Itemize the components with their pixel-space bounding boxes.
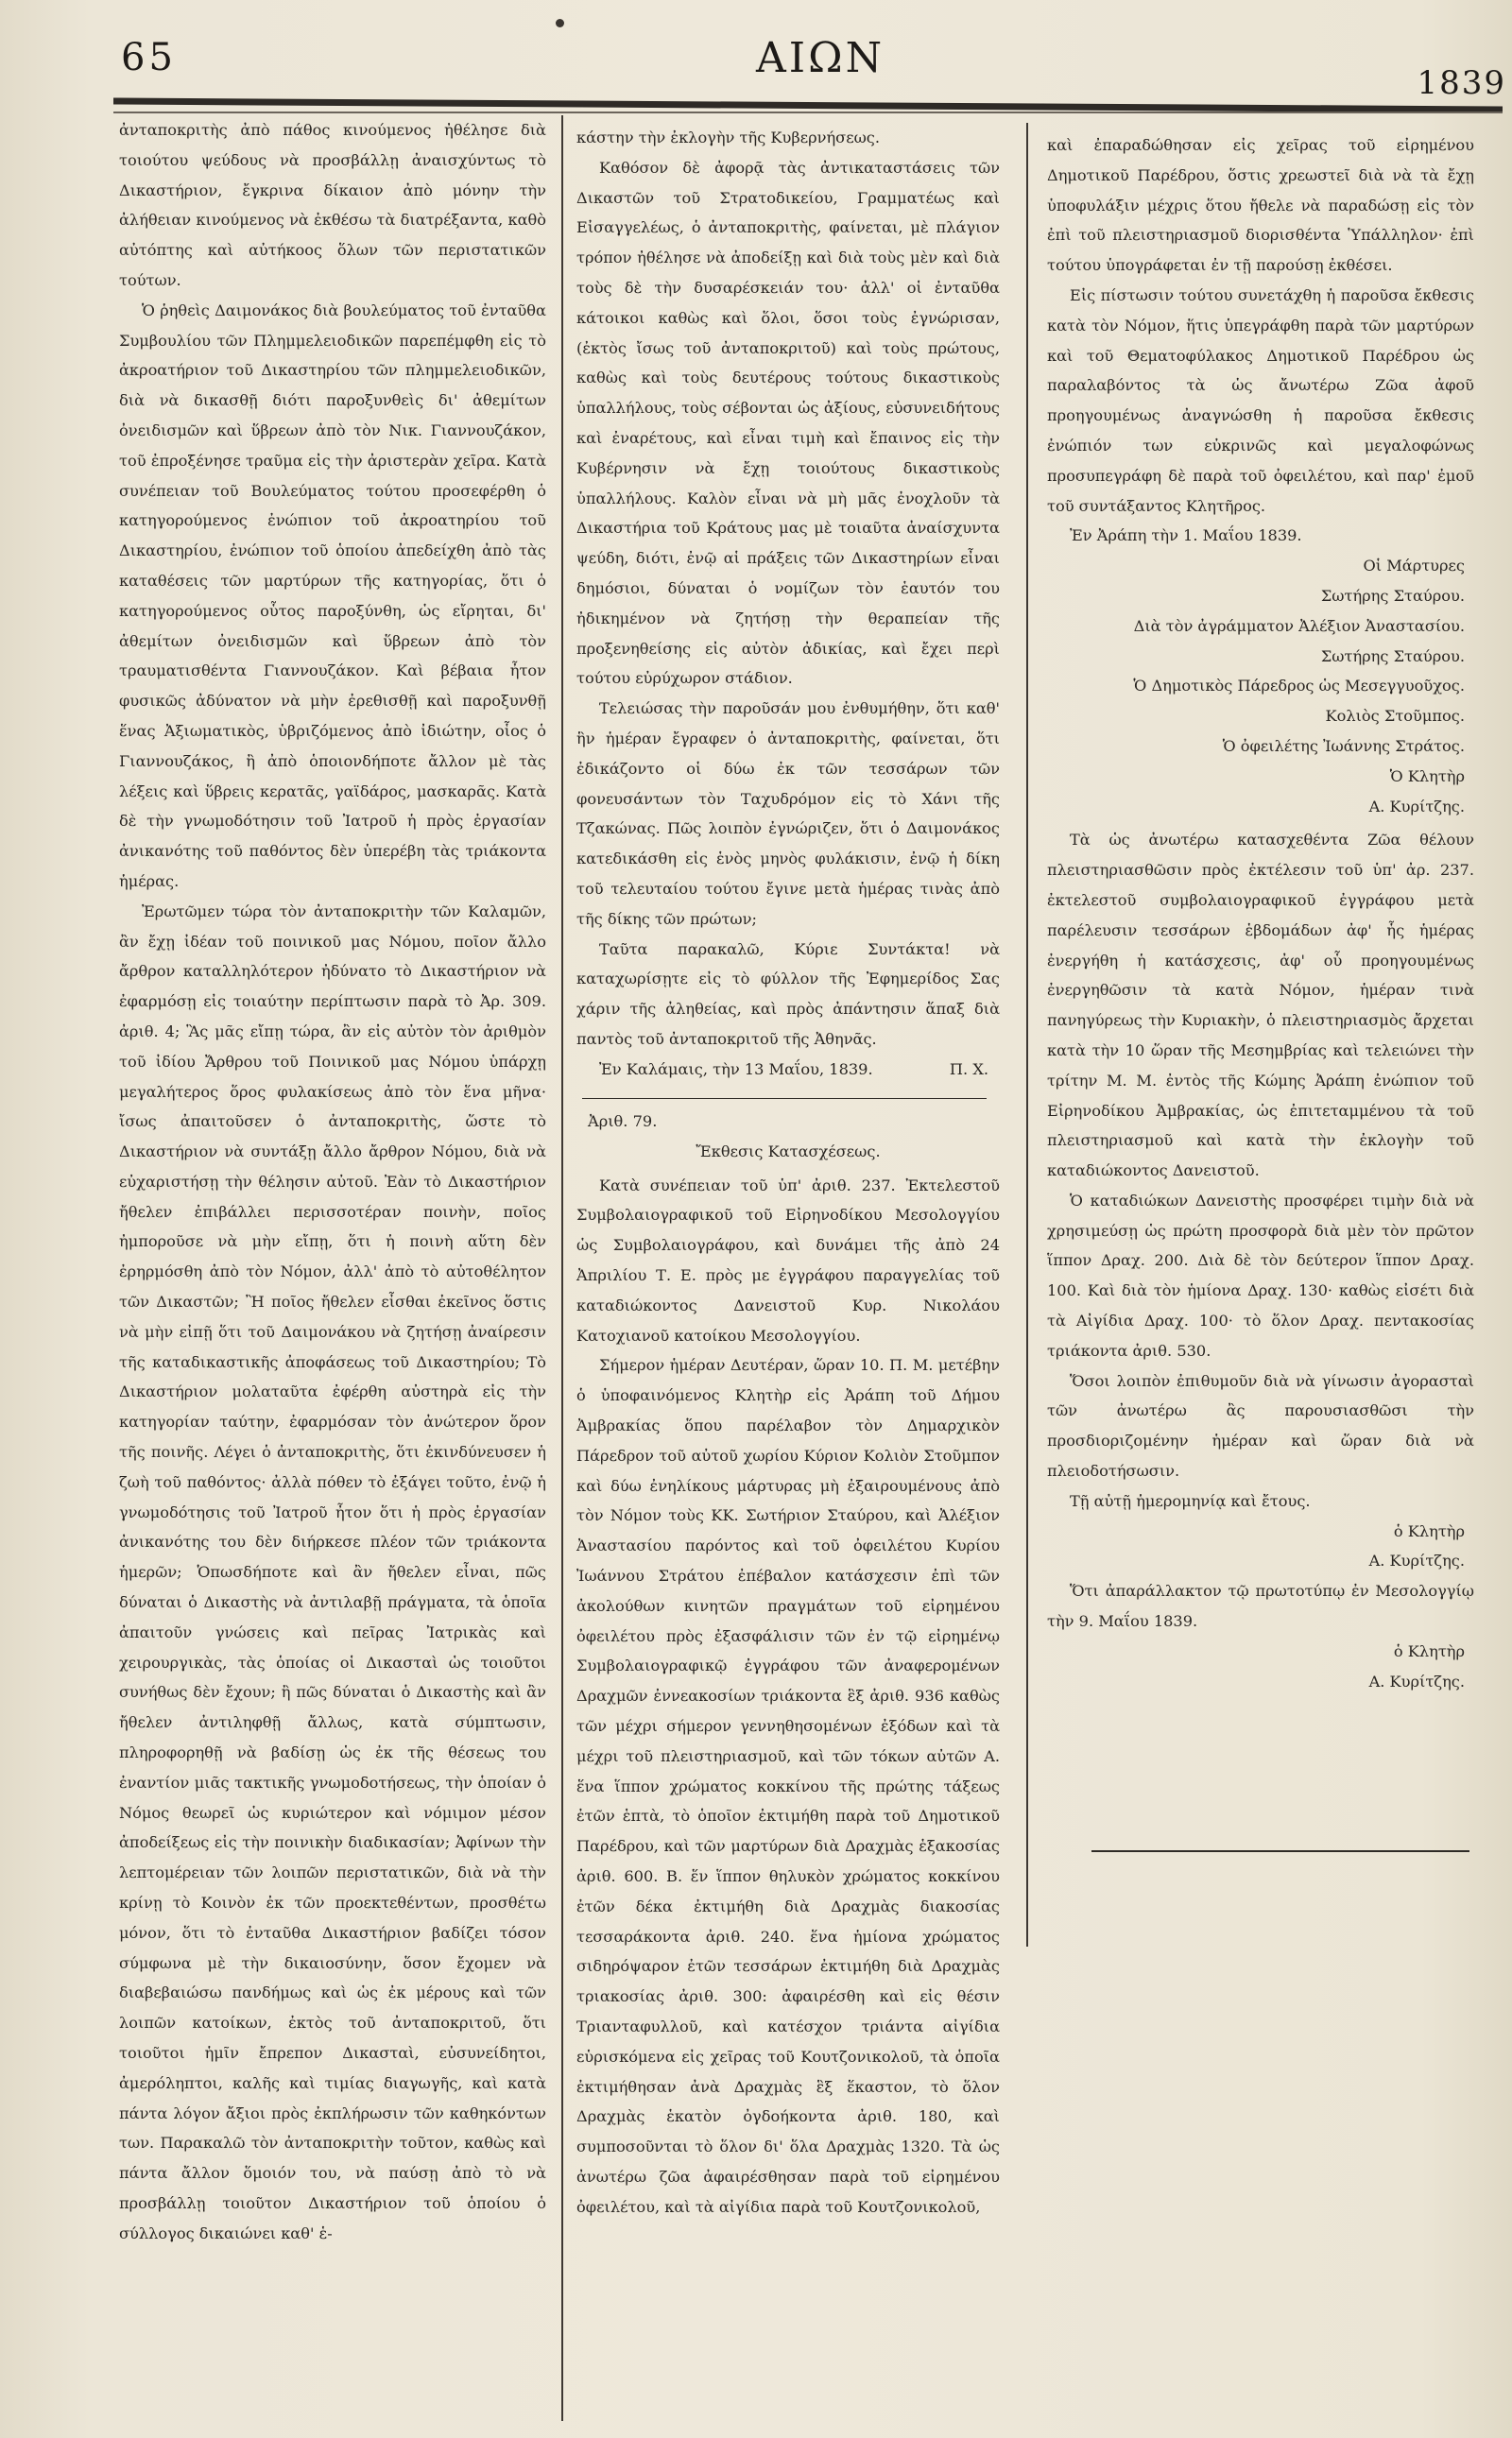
signature-line: Διὰ τὸν ἀγράμματον Ἀλέξιον Ἀναστασίου.: [1133, 616, 1465, 635]
col3-paragraph: καὶ ἐπαραδώθησαν εἰς χεῖρας τοῦ εἰρημένου Δημοτικοῦ Παρέδρου, ὅστις χρεωστεῖ διὰ νὰ τὰ ἔχῃ ὑποφυλάξιν μέχρις ὅτου ἤθελε νὰ παραδώσῃ εἰς τὸν ἐπὶ τοῦ πλειστηριασμοῦ διορισθέντα Ὑπάλληλον· ἐπὶ τούτου ὑπογράφεται ἐν τῇ παρούσῃ ἐκθέσει.: [1047, 136, 1474, 275]
column-divider-1: [561, 115, 563, 2421]
header-rule-thin: [113, 112, 1503, 113]
col2-paragraph: Ταῦτα παρακαλῶ, Κύριε Συντάκτα! νὰ καταχωρίσῃτε εἰς τὸ φύλλον τῆς Ἐφημερίδος Σας χάριν τῆς ἀληθείας, καὶ πρὸς ἀπάντησιν ἅπαξ διὰ παντὸς τοῦ ἀνταποκριτοῦ τῆς Ἀθηνᾶς.: [576, 939, 1000, 1048]
signature-line: Α. Κυρίτζης.: [1368, 1672, 1465, 1691]
col3-paragraph: Ὅσοι λοιπὸν ἐπιθυμοῦν διὰ νὰ γίνωσιν ἀγορασταὶ τῶν ἀνωτέρω ἂς παρουσιασθῶσι τὴν προσδιοριζομένην ἡμέραν καὶ ὥραν διὰ νὰ πλειοδοτήσωσιν.: [1047, 1371, 1474, 1481]
signature-line: Ὁ ὀφειλέτης Ἰωάννης Στράτος.: [1222, 736, 1465, 755]
col2-paragraph: Καθόσον δὲ ἀφορᾷ τὰς ἀντικαταστάσεις τῶν Δικαστῶν τοῦ Στρατοδικείου, Γραμματέως καὶ Εἰσαγγελέως, ὁ ἀνταποκριτὴς, φαίνεται, μὲ πλάγιον τρόπον ἠθέλησε νὰ ἀποδείξῃ καὶ διὰ τοὺς μὲν καὶ διὰ τοὺς δὲ τὴν δυσαρέσκειάν του· ἀλλ' οἱ ἐνταῦθα κάτοικοι καθὼς καὶ ὅλοι, ὅσοι τοὺς ἐγνώρισαν, (ἐκτὸς ἴσως τοῦ ἀνταποκριτοῦ) καὶ τοὺς πρώτους, καθὼς καὶ τοὺς δευτέρους τούτους δικαστικοὺς ὑπαλλήλους, τοὺς σέβονται ὡς ἀξίους, εὐσυνειδήτους καὶ ἐναρέτους, καὶ εἶναι τιμὴ καὶ ἔπαινος εἰς τὴν Κυβέρνησιν νὰ ἔχῃ τοιούτους δικαστικοὺς ὑπαλλήλους. Καλὸν εἶναι νὰ μὴ μᾶς ἐνοχλοῦν τὰ Δικαστήρια τοῦ Κράτους μας μὲ τοιαῦτα ἀναίσχυντα ψεύδη, διότι, ἐνῷ αἱ πράξεις τῶν Δικαστηρίων εἶναι δημόσιοι, δύναται ὁ νομίζων τὸν ἑαυτόν του ἠδικημένον νὰ ζητήσῃ τὴν θεραπείαν τῆς προξενηθείσης εἰς αὐτὸν ἀδικίας, καὶ ἔχει περὶ τούτου εὐρύχωρον στάδιον.: [576, 158, 1000, 688]
col3-paragraph: Τὰ ὡς ἀνωτέρω κατασχεθέντα Ζῶα θέλουν πλειστηριασθῶσιν πρὸς ἐκτέλεσιν τοῦ ὑπ' ἀρ. 237. ἐκτελεστοῦ συμβολαιογραφικοῦ ἐγγράφου μετὰ παρέλευσιν τεσσάρων ἑβδομάδων ἀφ' ἧς ἡμέρας ἐνεργήθη ἡ κατάσχεσις, ἀφ' οὗ προηγουμένως ἐνεργηθῶσιν τὰ κατὰ Νόμον, ἡμέραν τινὰ πανηγύρεως τὴν Κυριακὴν, ὁ πλειστηριασμὸς ἄρχεται κατὰ τὴν 10 ὥραν τῆς Μεσημβρίας καὶ τελειώνει τὴν τρίτην Μ. Μ. ἐντὸς τῆς Κώμης Ἀράπη ἐνώπιον τοῦ Εἰρηνοδίκου Ἀμβρακίας, ὡς ἐπιτεταμμένου τὰ τοῦ πλειστηριασμοῦ καὶ κατὰ τὴν ἐκλογὴν τοῦ καταδιώκοντος Δανειστοῦ.: [1047, 831, 1474, 1180]
year: 1839: [1417, 64, 1506, 102]
copy-note: Ὅτι ἀπαράλλακτον τῷ πρωτοτύπῳ ἐν Μεσολογγίῳ τὴν 9. Μαΐου 1839.: [1047, 1582, 1474, 1631]
col2-intro: κάστην τὴν ἐκλογὴν τῆς Κυβερνήσεως.: [576, 129, 880, 146]
page-number: 65: [121, 36, 177, 79]
column-1: [119, 115, 546, 2249]
signature-line: Σωτήρης Σταύρου.: [1320, 646, 1465, 665]
column-divider-2: [1026, 123, 1028, 1947]
masthead: [113, 32, 1512, 102]
col2-article-paragraph: Σήμερον ἡμέραν Δευτέραν, ὥραν 10. Π. Μ. μετέβην ὁ ὑποφαινόμενος Κλητὴρ εἰς Ἀράπη τοῦ Δήμου Ἀμβρακίας ὅπου παρέλαβον τὸν Δημαρχικὸν Πάρεδρον τοῦ αὐτοῦ χωρίου Κύριον Κολιὸν Στοῦμπον καὶ δύω ἐνηλίκους μάρτυρας μὴ ἐξαιρουμένους ἀπὸ τὸν Νόμον τοὺς ΚΚ. Σωτήριον Σταύρου, καὶ Ἀλέξιον Ἀναστασίου παρόντος καὶ τοῦ ὀφειλέτου Κυρίου Ἰωάννου Στράτου ἐπέβαλον κατάσχεσιν ἐπὶ τῶν ἀκολούθων κινητῶν πραγμάτων τοῦ εἰρημένου ὀφειλέτου πρὸς ἐξασφάλισιν τῶν ἐν τῷ εἰρημένῳ Συμβολαιογραφικῷ ἐγγράφου τῶν ἀναφερομένων Δραχμῶν ἐννεακοσίων τριάκοντα ἓξ ἀριθ. 936 καθὼς τῶν μέχρι σήμερον γεννηθησομένων ἐξόδων καὶ τὰ μέχρι τοῦ πλειστηριασμοῦ, καὶ τῶν τόκων αὐτῶν Α. ἕνα ἵππον χρώματος κοκκίνου τῆς πρώτης τάξεως ἐτῶν ἑπτὰ, τὸ ὁποῖον ἐκτιμήθη παρὰ τοῦ Δημοτικοῦ Παρέδρου, καὶ τῶν μαρτύρων διὰ Δραχμὰς ἑξακοσίας ἀριθ. 600. Β. ἕν ἵππον θηλυκὸν χρώματος κοκκίνου ἐτῶν δέκα ἐκτιμήθη διὰ Δραχμὰς διακοσίας τεσσαράκοντα ἀριθ. 240. ἕνα ἡμίονα χρώματος σιδηρόψαρον ἐτῶν τεσσάρων ἐκτιμήθη διὰ Δραχμὰς τριακοσίας ἀριθ. 300: ἀφαιρέσθη καὶ εἰς θέσιν Τριανταφυλλοῦ, καὶ κατέσχον τριάντα αἰγίδια εὑρισκόμενα εἰς χεῖρας τοῦ Κουτζονικολοῦ, τὰ ὁποῖα ἐκτιμήθησαν ἀνὰ Δραχμὰς ἓξ ἕκαστον, τὸ ὅλον Δραχμὰς ἑκατὸν ὀγδοήκοντα ἀριθ. 180, καὶ συμποσοῦνται τὸ ὅλον δι' ὅλα Δραχμὰς 1320. Τὰ ὡς ἀνωτέρω ζῶα ἀφαιρέσθησαν παρὰ τοῦ εἰρημένου ὀφειλέτου, καὶ τὰ αἰγίδια παρὰ τοῦ Κουτζονικολοῦ,: [576, 1356, 1000, 2216]
newspaper-title: ΑΙΩΝ: [756, 34, 885, 82]
column-2: [576, 123, 1000, 2222]
col2-article-paragraph: Κατὰ συνέπειαν τοῦ ὑπ' ἀριθ. 237. Ἐκτελεστοῦ Συμβολαιογραφικοῦ τοῦ Εἰρηνοδίκου Μεσολογγίου ὡς Συμβολαιογράφου, καὶ δυνάμει τῆς ἀπὸ 24 Ἀπριλίου Τ. Ε. πρὸς με ἐγγράφου παραγγελίας τοῦ καταδιώκοντος Δανειστοῦ Κυρ. Νικολάου Κατοχιανοῦ κατοίκου Μεσολογγίου.: [576, 1176, 1000, 1345]
col3-paragraph: Ὁ καταδιώκων Δανειστὴς προσφέρει τιμὴν διὰ νὰ χρησιμεύσῃ ὡς πρώτη προσφορὰ διὰ μὲν τὸν πρῶτον ἵππον Δραχ. 200. Διὰ δὲ τὸν δεύτερον ἵππον Δραχ. 100. Καὶ διὰ τὸν ἡμίονα Δραχ. 130· καθὼς εἰσέτι διὰ τὰ Αἰγίδια Δραχ. 100· τὸ ὅλον Δραχ. πεντακοσίας τριάκοντα ἀριθ. 530.: [1047, 1191, 1474, 1360]
signature-line: Ὁ Δημοτικὸς Πάρεδρος ὡς Μεσεγγυοῦχος.: [1133, 677, 1465, 695]
ink-dot: [556, 19, 564, 27]
article-separator: [582, 1098, 987, 1100]
signature-line: ὁ Κλητὴρ: [1393, 1521, 1465, 1540]
end-rule: [1091, 1850, 1469, 1852]
letter-dateline: [576, 1055, 1000, 1085]
col3-dateline: Ἐν Ἀράπη τὴν 1. Μαΐου 1839.: [1070, 526, 1302, 545]
col1-paragraph: ἀνταποκριτὴς ἀπὸ πάθος κινούμενος ἠθέλησε διὰ τοιούτου ψεύδους νὰ προσβάλλῃ ἀναισχύντως τὸ Δικαστήριον, ἔγκρινα δίκαιον ἀπὸ μόνην τὴν ἀλήθειαν κινούμενος νὰ ἐκθέσω τὰ διατρέξαντα, καθὸ αὐτόπτης καὶ αὐτήκοος ὅλων τῶν περιστατικῶν τούτων.: [119, 121, 546, 289]
signature-line: Σωτήρης Σταύρου.: [1320, 586, 1465, 605]
col1-paragraph: Ὁ ῥηθεὶς Δαιμονάκος διὰ βουλεύματος τοῦ ἐνταῦθα Συμβουλίου τῶν Πλημμελειοδικῶν παρεπέμφθη εἰς τὸ ἀκροατήριον τοῦ Δικαστηρίου τῶν πλημμελειοδικῶν, διὰ νὰ δικασθῇ διότι παροξυνθεὶς δι' ἀθεμίτων ὀνειδισμῶν καὶ ὕβρεων ἀπὸ τὸν Νικ. Γιαννουζάκον, τοῦ ἐπροξένησε τραῦμα εἰς τὴν ἀριστερὰν χεῖρα. Κατὰ συνέπειαν τοῦ Βουλεύματος τούτου προσεφέρθη ὁ κατηγορούμενος ἐνώπιον τοῦ ἀκροατηρίου τοῦ Δικαστηρίου, ἐνώπιον τοῦ ὁποίου ἀπεδείχθη ἀπὸ τὰς καταθέσεις τῶν μαρτύρων τῆς κατηγορίας, ὅτι ὁ κατηγορούμενος οὗτος παροξύνθη, ὡς εἴρηται, δι' ἀθεμίτων ὀνειδισμῶν καὶ ὕβρεων ἀπὸ τὸν τραυματισθέντα Γιαννουζάκον. Καὶ βέβαια ἦτον φυσικῶς ἀδύνατον νὰ μὴν ἐρεθισθῇ καὶ παροξυνθῇ ἕνας Ἀξιωματικὸς, ὑβριζόμενος ἀπὸ ἰδιώτην, οἷος ὁ Γιαννουζάκος, ἢ ἀπὸ ὁποιονδήποτε ἄλλον μὲ τὰς λέξεις καὶ ὕβρεις κερατᾶς, γαϊδάρος, μασκαρᾶς. Κατὰ δὲ τὴν γνωμοδότησιν τοῦ Ἰατροῦ ἡ πρὸς ἐργασίαν ἀνικανότης τοῦ παθόντος δὲν ὑπερέβη τὰς τριάκοντα ἡμέρας.: [119, 300, 546, 890]
article-title: Ἔκθεσις Κατασχέσεως.: [696, 1142, 881, 1160]
column-3: [1047, 130, 1474, 1696]
signature-line: ὁ Κλητὴρ: [1393, 1641, 1465, 1660]
col2-paragraph: Τελειώσας τὴν παροῦσάν μου ἐνθυμήθην, ὅτι καθ' ἣν ἡμέραν ἔγραφεν ὁ ἀνταποκριτὴς, φαίνεται, ὅτι ἐδικάζοντο οἱ δύω ἐκ τῶν τεσσάρων τῶν φονευσάντων τὸν Ταχυδρόμον εἰς τὸ Χάνι τῆς Τζακώνας. Πῶς λοιπὸν ἐγνώριζεν, ὅτι ὁ Δαιμονάκος κατεδικάσθη εἰς ἑνὸς μηνὸς φυλάκισιν, ἐνῷ ἡ δίκη τοῦ τελευταίου τούτου ἔγινε μετὰ ἡμέρας τινὰς ἀπὸ τῆς δίκης τῶν πρώτων;: [576, 699, 1000, 928]
signature-line: Ὁ Κλητὴρ: [1389, 766, 1465, 785]
col1-paragraph: Ἐρωτῶμεν τώρα τὸν ἀνταποκριτὴν τῶν Καλαμῶν, ἂν ἔχῃ ἰδέαν τοῦ ποινικοῦ μας Νόμου, ποῖον ἄλλο ἄρθρον καταλληλότερον ἠδύνατο τὸ Δικαστήριον νὰ ἐφαρμόσῃ εἰς τοιαύτην περίπτωσιν παρὰ τὸ Ἀρ. 309. ἀριθ. 4; Ἃς μᾶς εἴπῃ τώρα, ἂν εἰς αὐτὸν τὸν ἀριθμὸν τοῦ ἰδίου Ἄρθρου τοῦ Ποινικοῦ μας Νόμου ὑπάρχῃ μεγαλήτερος ὅρος φυλακίσεως ἀπὸ τὸν ἕνα μῆνα· ἴσως ἀπαιτοῦσεν ὁ ἀνταποκριτὴς, ὥστε τὸ Δικαστήριον νὰ συντάξῃ ἄλλο ἄρθρον Νόμου, διὰ νὰ εὐχαριστήσῃ τὴν θέλησιν αὐτοῦ. Ἐὰν τὸ Δικαστήριον ἤθελεν ἐπιβάλλει περισσοτέραν ποινὴν, ποῖος ἠμποροῦσε νὰ μὴν εἴπῃ, ὅτι ἡ ποινὴ αὕτη δὲν ἐρηρμόσθη ἀπὸ τὸν Νόμον, ἀλλ' ἀπὸ τὸ αὐτοθέλητον τῶν Δικαστῶν; Ἢ ποῖος ἤθελεν εἶσθαι ἐκεῖνος ὅστις νὰ μὴν εἰπῇ ὅτι τοῦ Δαιμονάκου νὰ ζητήσῃ ἀναίρεσιν τῆς καταδικαστικῆς ἀποφάσεως τοῦ Δικαστηρίου; Τὸ Δικαστήριον μολαταῦτα ἐφέρθη αὐστηρὰ εἰς τὴν κατηγορίαν ταύτην, ἐφαρμόσαν τὸν ἀνώτερον ὅρον τῆς ποινῆς. Λέγει ὁ ἀνταποκριτὴς, ὅτι ἐκινδύνευσεν ἡ ζωὴ τοῦ παθόντος· ἀλλὰ πόθεν τὸ ἐξάγει τοῦτο, ἐνῷ ἡ γνωμοδότησις τοῦ Ἰατροῦ ἦτον ὅτι ἡ πρὸς ἐργασίαν ἀνικανότης του δὲν διήρκεσε πλέον τῶν τριάκοντα ἡμερῶν; Ὁπωσδήποτε καὶ ἂν ἤθελεν εἶναι, πῶς δύναται ὁ Δικαστὴς νὰ ἀντιλαβῇ πράγματα, τὰ ὁποῖα ἀπαιτοῦν γνώσεις καὶ πεῖρας Ἰατρικὰς καὶ χειρουργικὰς, τὰς ὁποίας οἱ Δικασταὶ ὡς τοιοῦτοι συνήθως δὲν ἔχουν; ἢ πῶς δύναται ὁ Δικαστὴς καὶ ἂν ἤθελεν ἀντιληφθῇ ἄλλως, κατὰ σύμπτωσιν, πληροφορηθῇ νὰ βαδίσῃ ὡς ἐκ τῆς θέσεως του ἐναντίον μιᾶς τακτικῆς γνωμοδοτήσεως, τὴν ὁποίαν ὁ Νόμος θεωρεῖ ὡς κυριώτερον καὶ νόμιμον μέσον ἀποδείξεως εἰς τὴν ποινικὴν διαδικασίαν; Ἀφίνων τὴν λεπτομέρειαν τῶν λοιπῶν περιστατικῶν, διὰ νὰ τὴν κρίνῃ τὸ Κοινὸν ἐκ τῶν προεκτεθέντων, προσθέτω μόνον, ὅτι τὸ ἐνταῦθα Δικαστήριον βαδίζει τόσον σύμφωνα μὲ τὴν δικαιοσύνην, ὅσον ἔχομεν νὰ διαβεβαιώσω πανδήμως καὶ ὡς ἐκ μέρους καὶ τῶν λοιπῶν κατοίκων, ἐκτὸς τοῦ ἀνταποκριτοῦ, ὅτι τοιοῦτοι ἡμῖν ἔπρεπον Δικασταὶ, εὐσυνείδητοι, ἀμερόληπτοι, καλῆς καὶ τιμίας διαγωγῆς, καὶ κατὰ πάντα λόγον ἄξιοι πρὸς ἐκπλήρωσιν τῶν καθηκόντων των. Παρακαλῶ τὸν ἀνταποκριτὴν τοῦτον, καθὼς καὶ πάντα ἄλλον ὅμοιόν του, νὰ παύσῃ ἀπὸ τὸ νὰ προσβάλλῃ τοιοῦτον Δικαστήριον τοῦ ὁποίου ὁ σύλλογος δικαιώνει καθ' ἑ-: [119, 901, 546, 2242]
col3-paragraph: Τῇ αὐτῇ ἡμερομηνίᾳ καὶ ἔτους.: [1070, 1491, 1311, 1510]
signature-line: Οἱ Μάρτυρες: [1363, 557, 1465, 575]
signature-line: Κολιὸς Στοῦμπος.: [1325, 707, 1465, 726]
col3-paragraph: Εἰς πίστωσιν τούτου συνετάχθη ἡ παροῦσα ἔκθεσις κατὰ τὸν Νόμον, ἥτις ὑπεγράφθη παρὰ τῶν μαρτύρων καὶ τοῦ Θεματοφύλακος Δημοτικοῦ Παρέδρου ὡς παραλαβόντος τὰ ὡς ἄνωτέρω Ζῶα ἀφοῦ προηγουμένως ἀναγνώσθη ἡ παροῦσα ἔκθεσις ἐνώπιόν των εὐκρινῶς καὶ μεγαλοφώνως προσυπεγράφη δὲ παρὰ τοῦ ὀφειλέτου, καὶ παρ' ἐμοῦ τοῦ συντάξαντος Κλητῆρος.: [1047, 285, 1474, 515]
signature-line: Α. Κυρίτζης.: [1368, 1552, 1465, 1571]
dateline-text: Ἐν Καλάμαις, τὴν 13 Μαΐου, 1839.: [599, 1059, 873, 1078]
signature-line: Α. Κυρίτζης.: [1368, 797, 1465, 816]
author-initials: Π. Χ.: [949, 1059, 988, 1078]
article-number: Ἀριθ. 79.: [588, 1112, 658, 1130]
